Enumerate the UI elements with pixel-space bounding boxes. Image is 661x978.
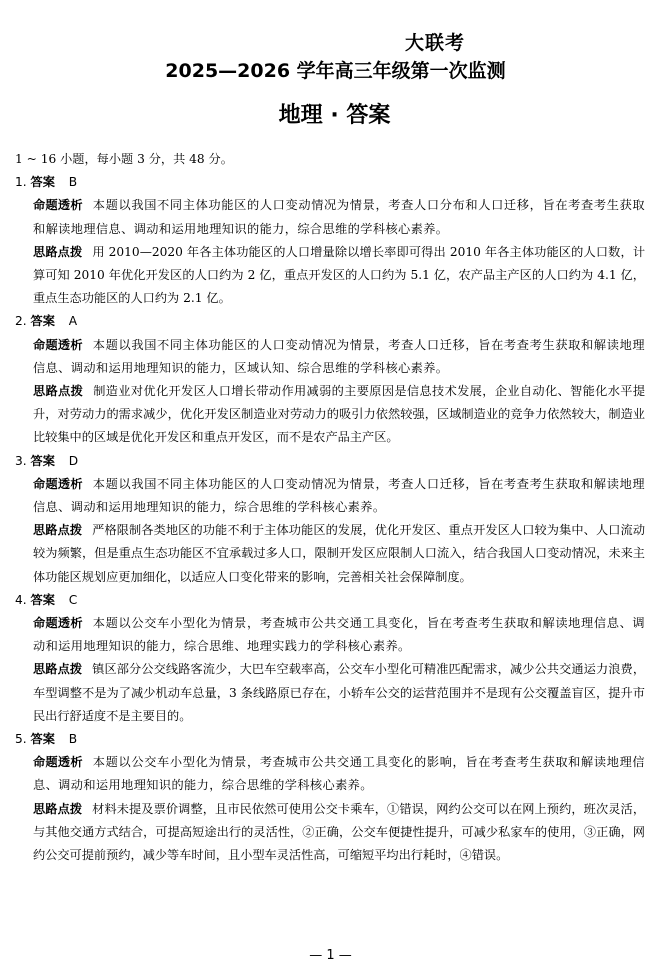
analysis-text: 本题以公交车小型化为情景，考查城市公共交通工具变化的影响，旨在考查考生获取和解读地理信息、调动和运用地理知识的能力，综合思维的学科核心素养。 xyxy=(33,755,646,793)
exam-title: 2025—2026 学年高三年级第一次监测 xyxy=(165,60,506,82)
analysis-paragraph xyxy=(33,194,645,240)
section-intro: 1 ~ 16 小题，每小题 3 分，共 48 分。 xyxy=(15,152,233,166)
analysis-label: 命题透析 xyxy=(33,337,83,352)
question-header xyxy=(15,450,661,473)
question-number: 3. xyxy=(15,453,27,468)
subject-title: 地理 · 答案 xyxy=(278,103,391,128)
hint-label: 思路点拨 xyxy=(33,662,83,677)
hint-paragraph xyxy=(33,519,645,589)
hint-text: 制造业对优化开发区人口增长带动作用减弱的主要原因是信息技术发展，企业自动化、智能化水平提升，对劳动力的需求减少，优化开发区制造业对劳动力的吸引力依然较强，区域制造业的竞争力依然较大，制造业比较集中的区域是优化开发区和重点开发区，而不是农产品主产区。 xyxy=(33,384,646,445)
analysis-text: 本题以公交车小型化为情景，考查城市公共交通工具变化，旨在考查考生获取和解读地理信息、调动和运用地理知识的能力，综合思维、地理实践力的学科核心素养。 xyxy=(33,616,646,654)
analysis-paragraph xyxy=(33,751,645,797)
question-block-4 xyxy=(0,589,661,728)
hint-text: 用 2010—2020 年各主体功能区的人口增量除以增长率即可得出 2010 年各主体功能区的人口数，计算可知 2010 年优化开发区的人口约为 2 亿，重点开发区的人口约为 5.1 亿，农产品主产区的人口约为 4.1 亿，重点生态功能区的人口约为 2.1 亿。 xyxy=(33,244,646,306)
analysis-label: 命题透析 xyxy=(33,755,83,770)
answer-label: 答案 xyxy=(30,453,55,468)
analysis-paragraph xyxy=(33,612,645,658)
question-number: 4. xyxy=(15,592,27,607)
analysis-label: 命题透析 xyxy=(33,476,83,491)
question-number: 5. xyxy=(15,732,27,747)
hint-text: 严格限制各类地区的功能不利于主体功能区的发展，优化开发区、重点开发区人口较为集中、人口流动较为频繁，但是重点生态功能区不宜承载过多人口，限制开发区应限制人口流入，结合我国人口变动情况，未来主体功能区规划应更加细化，以适应人口变化带来的影响，完善相关社会保障制度。 xyxy=(33,523,646,584)
analysis-label: 命题透析 xyxy=(33,616,83,631)
hint-paragraph xyxy=(33,798,645,868)
question-header xyxy=(15,171,661,194)
brand-name: 大联考 xyxy=(405,32,466,54)
analysis-paragraph xyxy=(33,334,645,380)
hint-paragraph xyxy=(33,241,645,311)
question-header xyxy=(15,728,661,751)
analysis-paragraph xyxy=(33,473,645,519)
hint-text: 镇区部分公交线路客流少，大巴车空载率高，公交车小型化可精准匹配需求，减少公共交通运力浪费，车型调整不是为了减少机动车总量，3 条线路原已存在，小轿车公交的运营范围并不是现有公交覆盖盲区，提升市民出行舒适度不是主要目的。 xyxy=(33,662,646,723)
answer-content xyxy=(0,148,661,867)
hint-label: 思路点拨 xyxy=(33,244,83,259)
hint-paragraph xyxy=(33,380,645,450)
question-block-3 xyxy=(0,450,661,589)
analysis-text: 本题以我国不同主体功能区的人口变动情况为情景，考查人口迁移，旨在考查考生获取和解读地理信息、调动和运用地理知识的能力，区域认知、综合思维的学科核心素养。 xyxy=(33,337,646,375)
question-block-2 xyxy=(0,310,661,449)
answer-label: 答案 xyxy=(30,592,55,607)
answer-value: B xyxy=(68,732,78,747)
answer-label: 答案 xyxy=(30,732,55,747)
hint-label: 思路点拨 xyxy=(33,801,83,816)
question-block-1 xyxy=(0,171,661,310)
hint-text: 材料未提及票价调整，且市民依然可使用公交卡乘车，①错误，网约公交可以在网上预约，班次灵活，与其他交通方式结合，可提高短途出行的灵活性，②正确，公交车便捷性提升，可减少私家车的使用，③正确，网约公交可提前预约，减少等车时间，且小型车灵活性高，可缩短平均出行耗时，④错误。 xyxy=(33,801,646,863)
question-header xyxy=(15,589,661,612)
question-header xyxy=(15,310,661,333)
hint-paragraph xyxy=(33,658,645,728)
page-number: — 1 — xyxy=(309,948,352,963)
answer-value: B xyxy=(68,175,78,190)
hint-label: 思路点拨 xyxy=(33,523,83,538)
answer-value: A xyxy=(68,314,78,329)
question-number: 1. xyxy=(15,175,27,190)
answer-label: 答案 xyxy=(30,314,55,329)
answer-value: D xyxy=(68,453,79,468)
analysis-text: 本题以我国不同主体功能区的人口变动情况为情景，考查人口分布和人口迁移，旨在考查考生获取和解读地理信息、调动和运用地理知识的能力，综合思维的学科核心素养。 xyxy=(33,198,646,236)
question-number: 2. xyxy=(15,314,27,329)
answer-value: C xyxy=(68,592,78,607)
answer-label: 答案 xyxy=(30,175,55,190)
question-block-5 xyxy=(0,728,661,867)
analysis-label: 命题透析 xyxy=(33,198,83,213)
analysis-text: 本题以我国不同主体功能区的人口变动情况为情景，考查人口迁移，旨在考查考生获取和解读地理信息、调动和运用地理知识的能力，综合思维的学科核心素养。 xyxy=(33,476,646,515)
hint-label: 思路点拨 xyxy=(33,384,84,399)
